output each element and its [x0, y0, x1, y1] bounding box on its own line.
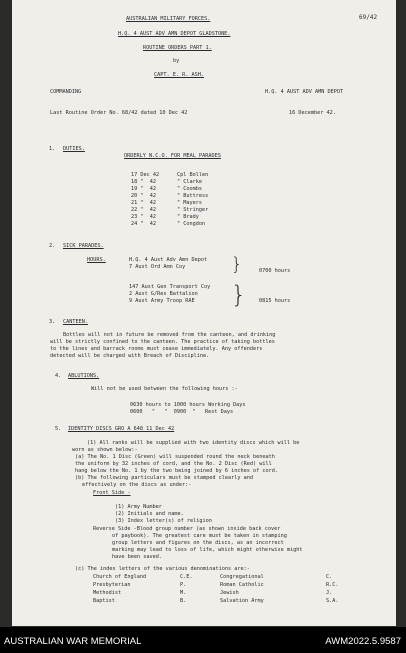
identity-discs-title: IDENTITY DISCS GRO A 648 11 Dec 42 [68, 426, 175, 432]
header-line-1: AUSTRALIAN MILITARY FORCES. [126, 16, 211, 22]
roster-date: 22 " 42 [131, 207, 156, 213]
reverse-side-line: have been saved. [112, 554, 162, 560]
identity-discs-number: 5. [55, 426, 62, 432]
unit-line: 2 Aust G/Res Battalion [129, 291, 198, 297]
ablutions-title: ABLUTIONS. [68, 373, 100, 379]
discs-line: effectively on the discs as under:- [82, 482, 192, 488]
roster-date: 19 " 42 [131, 186, 156, 192]
unit-line: 9 Aust Army Troop RAE [129, 298, 195, 304]
denomination-code: R.C. [326, 582, 339, 588]
roster-name: " Buttress [177, 193, 209, 199]
unit-line: 7 Aust Ord Amn Coy [129, 264, 186, 270]
order-date: 16 December 42. [289, 110, 336, 116]
roster-date: 18 " 42 [131, 179, 156, 185]
discs-line: worn as shown below:- [72, 447, 138, 453]
roster-name: " Mayers [177, 200, 202, 206]
roster-date: 23 " 42 [131, 214, 156, 220]
sick-parades-title: SICK PARADES. [63, 243, 104, 249]
unit-line: H.Q. 4 Aust Adv Amn Depot [129, 257, 208, 263]
canteen-line: to the lines and barrack rooms must cease immediately. Any offenders [50, 346, 263, 352]
denomination-name: Congregational [220, 574, 264, 580]
commanding-unit: H.Q. 4 AUST ADV AMN DEPOT [265, 89, 344, 95]
front-side-label: Front Side - [93, 490, 131, 496]
brace: } [231, 281, 247, 309]
reverse-side-line: group letters and figures on the discs, as an incorrect [112, 540, 284, 546]
sick-parade-time: 0700 hours [259, 268, 291, 274]
sick-parade-time: 0815 hours [259, 298, 291, 304]
roster-name: " Clarke [177, 179, 202, 185]
denomination-code: J. [326, 590, 333, 596]
discs-line: (1) All ranks will be supplied with two identity discs which will be [87, 440, 300, 446]
reverse-side-line: marking may lead to loss of life, which might otherwise might [112, 547, 303, 553]
denomination-name: Salvation Army [220, 598, 264, 604]
roster-date: 24 " 42 [131, 221, 156, 227]
denomination-name: Methodist [93, 590, 122, 596]
duties-subtitle: ORDERLY N.C.O. FOR MEAL PARADES [124, 153, 221, 159]
denomination-name: Baptist [93, 598, 115, 604]
denomination-name: Presbyterian [93, 582, 131, 588]
header-line-2: H.Q. 4 AUST ADV AMN DEPOT GLADSTONE. [118, 31, 231, 37]
denomination-code: C. [326, 574, 333, 580]
canteen-title: CANTEEN. [63, 319, 88, 325]
archive-reference: AWM2022.5.9587 [325, 636, 401, 647]
page-number: 69/42 [359, 14, 378, 21]
roster-date: 20 " 42 [131, 193, 156, 199]
duties-number: 1. [49, 146, 56, 152]
ablutions-hours: 0630 hours to 1000 hours Working Days [130, 402, 246, 408]
unit-line: 147 Aust Gen Transport Coy [129, 284, 211, 290]
last-routine-order: Last Routine Order No. 68/42 dated 10 Dec 42 [50, 110, 188, 116]
front-side-item: (1) Army Number [115, 504, 162, 510]
hours-label: HOURS. [87, 257, 106, 263]
roster-name: " Congdon [177, 221, 206, 227]
sick-parades-number: 2. [49, 243, 56, 249]
discs-line: (b) The following particulars must be stamped clearly and [75, 475, 254, 481]
ablutions-intro: Will not be used between the following hours :- [91, 386, 238, 392]
brace: } [231, 254, 243, 275]
front-side-item: (3) Index letter(s) of religion [115, 518, 212, 524]
ablutions-hours: 0600 " " 0900 " Rest Days [130, 409, 234, 415]
roster-name: Cpl Bollen [177, 172, 209, 178]
header-line-4: by [173, 58, 180, 64]
denomination-code: M. [180, 590, 187, 596]
roster-name: " Coombs [177, 186, 202, 192]
denomination-code: P. [180, 582, 187, 588]
reverse-side-line: of paybook). The greatest care must be taken in stamping [112, 533, 287, 539]
canteen-line: Bottles will not in future be removed from the canteen, and drinking [63, 332, 276, 338]
archive-footer [0, 627, 406, 653]
header-line-5: CAPT. E. R. ASH. [154, 72, 204, 78]
denomination-name: Jewish [220, 590, 239, 596]
front-side-item: (2) Initials and name. [115, 511, 184, 517]
denomination-name: Roman Catholic [220, 582, 264, 588]
roster-name: " Stringer [177, 207, 209, 213]
roster-date: 21 " 42 [131, 200, 156, 206]
denomination-name: Church of England [93, 574, 147, 580]
canteen-line: detected will be charged with Breach of Discipline. [50, 353, 210, 359]
roster-name: " Brady [177, 214, 199, 220]
denomination-code: C.E. [180, 574, 193, 580]
header-line-3: ROUTINE ORDERS PART 1. [143, 45, 212, 51]
commanding-label: COMMANDING [50, 89, 82, 95]
canteen-line: will be strictly confined to the canteen. The practice of taking bottles [50, 339, 275, 345]
duties-title: DUTIES. [63, 146, 85, 152]
canteen-number: 3. [49, 319, 56, 325]
roster-date: 17 Dec 42 [131, 172, 160, 178]
discs-line: the uniform by 32 inches of cord, and the No. 2 Disc (Red) will [75, 461, 272, 467]
discs-line: hang below the No. 1 by the two being joined by 6 inches of cord. [75, 468, 279, 474]
discs-line: (a) The No. 1 Disc (Green) will suspended round the neck beneath [75, 454, 275, 460]
archive-name: AUSTRALIAN WAR MEMORIAL [4, 636, 142, 647]
ablutions-number: 4. [55, 373, 62, 379]
index-letters-intro: (c) The index letters of the various denominations are:- [75, 566, 250, 572]
reverse-side-line: Reverse Side -Blood group number (as shown inside back cover [93, 526, 281, 532]
denomination-code: S.A. [326, 598, 339, 604]
denomination-code: B. [180, 598, 187, 604]
